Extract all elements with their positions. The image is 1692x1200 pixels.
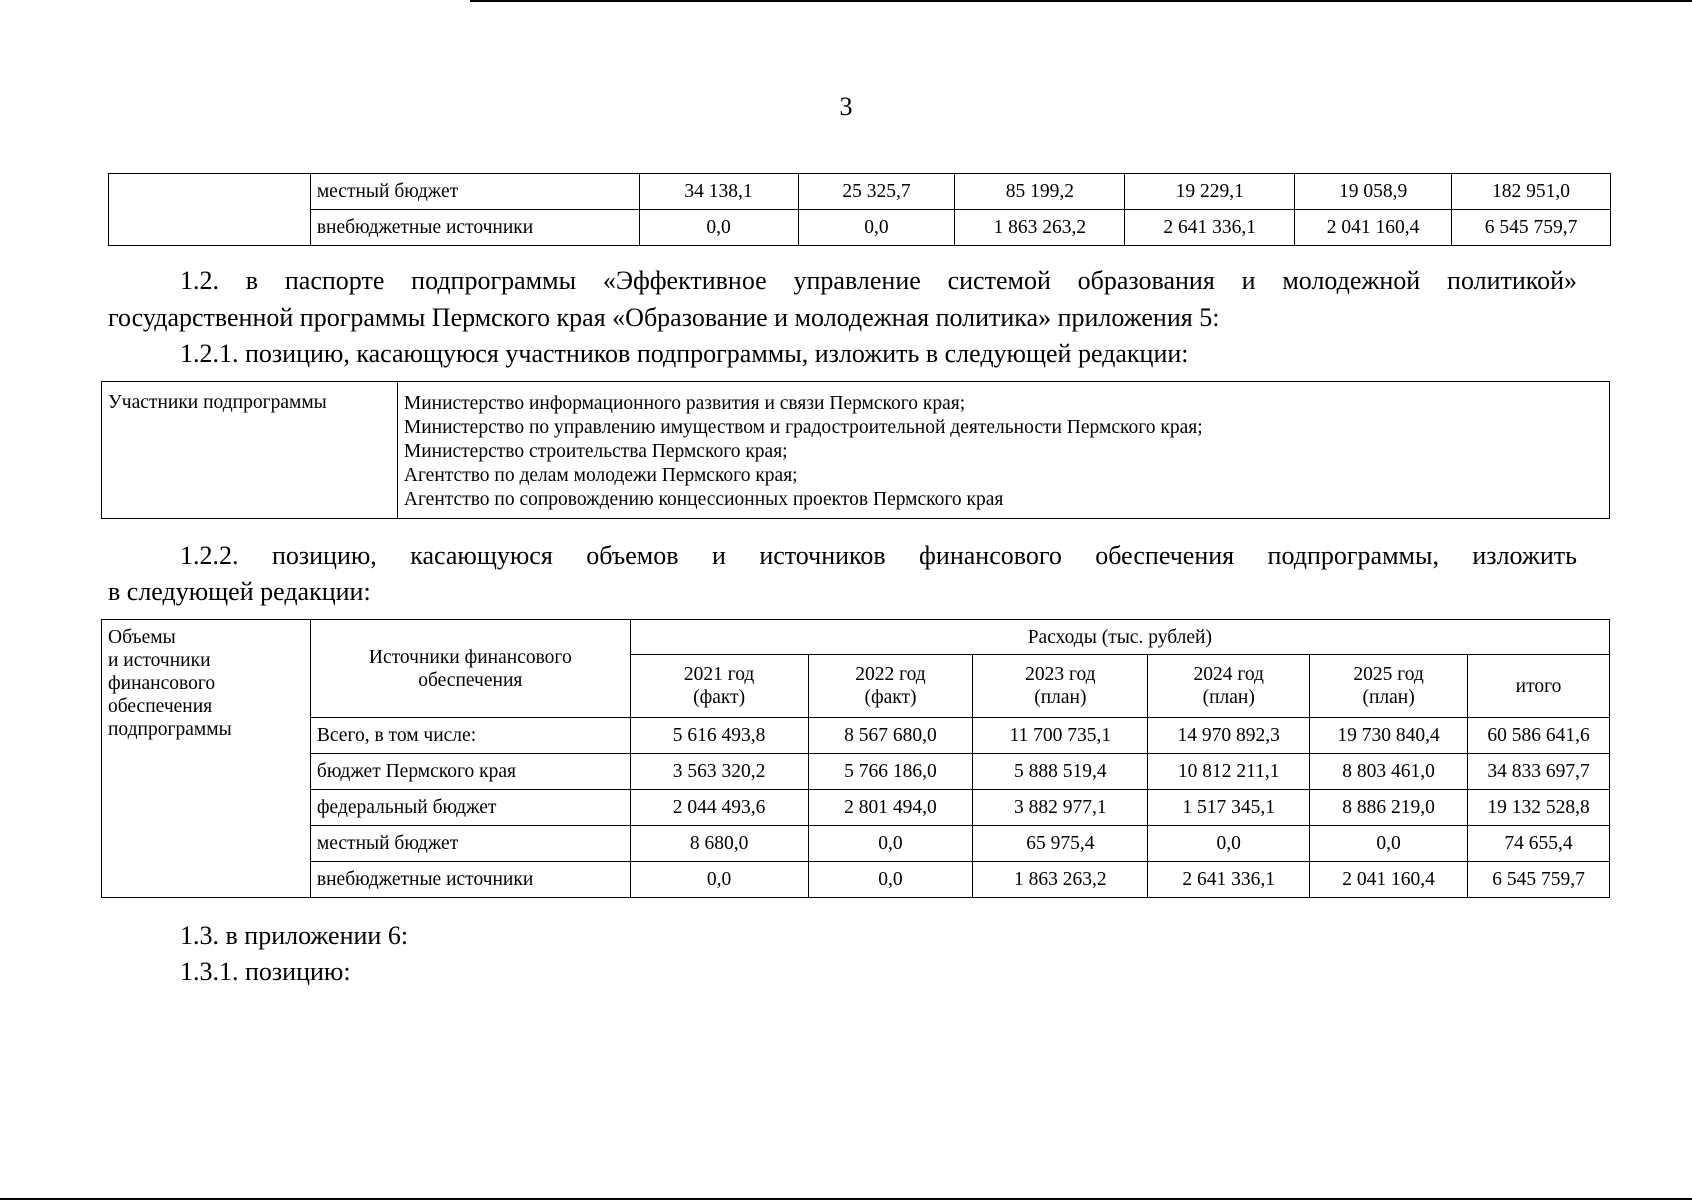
paragraph-1-2-line2: государственной программы Пермского края «Образование и молодежная политика» приложения 5: — [108, 303, 1220, 332]
value-cell: 5 616 493,8 — [630, 718, 808, 754]
table-row — [102, 718, 1610, 754]
value-cell: 1 517 345,1 — [1148, 790, 1310, 826]
value-cell: 11 700 735,1 — [973, 718, 1148, 754]
list-item: Агентство по сопровождению концессионных проектов Пермского края — [403, 489, 1004, 510]
row-label-line: финансового — [108, 673, 216, 694]
value-cell: 8 567 680,0 — [808, 718, 973, 754]
year-label: 2023 год — [1025, 664, 1096, 685]
row-label-line: подпрограммы — [108, 719, 232, 740]
value-cell: 34 138,1 — [639, 174, 798, 210]
page-number: 3 — [839, 92, 853, 121]
table-row — [102, 382, 1610, 519]
value-cell: 34 833 697,7 — [1468, 754, 1610, 790]
sources-header-line: обеспечения — [418, 669, 523, 691]
source-label: Всего, в том числе: — [310, 718, 630, 754]
row-label-line: обеспечения — [108, 696, 213, 717]
year-header — [808, 655, 973, 718]
table-row — [109, 174, 1611, 210]
source-label: бюджет Пермского края — [310, 754, 630, 790]
scan-top-edge — [470, 0, 1692, 2]
value-cell: 10 812 211,1 — [1148, 754, 1310, 790]
value-cell: 0,0 — [639, 210, 798, 246]
year-header — [1310, 655, 1468, 718]
value-cell: 2 041 160,4 — [1310, 862, 1468, 898]
value-cell: 8 886 219,0 — [1310, 790, 1468, 826]
value-cell: 3 882 977,1 — [973, 790, 1148, 826]
list-item: Министерство по управлению имуществом и градостроительной деятельности Пермского края; — [403, 417, 1203, 438]
year-header — [1148, 655, 1310, 718]
value-cell: 65 975,4 — [973, 826, 1148, 862]
year-label: 2021 год — [683, 664, 755, 685]
sources-header-line: Источники финансового — [368, 646, 572, 668]
value-cell: 2 801 494,0 — [808, 790, 973, 826]
empty-cell — [109, 174, 311, 246]
paragraph-1-3-1: 1.3.1. позицию: — [180, 957, 351, 986]
value-cell: 19 730 840,4 — [1310, 718, 1468, 754]
value-cell: 2 044 493,6 — [630, 790, 808, 826]
total-header: итого — [1468, 655, 1610, 718]
list-item: Агентство по делам молодежи Пермского края; — [403, 465, 798, 486]
paragraph-1-3: 1.3. в приложении 6: — [180, 921, 409, 950]
value-cell: 1 863 263,2 — [955, 210, 1125, 246]
value-cell: 14 970 892,3 — [1148, 718, 1310, 754]
value-cell: 0,0 — [630, 862, 808, 898]
value-cell: 6 545 759,7 — [1468, 862, 1610, 898]
table-row — [102, 754, 1610, 790]
value-cell: 6 545 759,7 — [1452, 210, 1611, 246]
row-label-cell — [102, 620, 311, 898]
row-label-line: и источники — [108, 650, 211, 671]
year-kind: (факт) — [693, 687, 746, 708]
year-kind: (факт) — [864, 687, 917, 708]
paragraph-1-2-line1: 1.2. в паспорте подпрограммы «Эффективное управление системой образования и молодежной политикой» — [180, 266, 1577, 295]
value-cell: 25 325,7 — [798, 174, 955, 210]
year-label: 2022 год — [855, 664, 926, 685]
source-label: внебюджетные источники — [310, 862, 630, 898]
source-label: местный бюджет — [310, 826, 630, 862]
participants-list — [397, 382, 1609, 519]
value-cell: 2 041 160,4 — [1295, 210, 1452, 246]
value-cell: 85 199,2 — [955, 174, 1125, 210]
value-cell: 0,0 — [1148, 826, 1310, 862]
expenses-header: Расходы (тыс. рублей) — [630, 620, 1609, 655]
value-cell: 0,0 — [808, 826, 973, 862]
value-cell: 19 132 528,8 — [1468, 790, 1610, 826]
source-label: внебюджетные источники — [310, 210, 639, 246]
list-item: Министерство строительства Пермского края; — [403, 441, 788, 462]
paragraph-1-2-1: 1.2.1. позицию, касающуюся участников подпрограммы, изложить в следующей редакции: — [180, 339, 1189, 368]
year-kind: (план) — [1034, 687, 1087, 708]
continuation-table — [108, 173, 1611, 246]
table-row — [102, 862, 1610, 898]
table-row — [109, 210, 1611, 246]
year-header — [973, 655, 1148, 718]
row-label-line: Объемы — [108, 627, 176, 648]
year-kind: (план) — [1362, 687, 1415, 708]
value-cell: 0,0 — [1310, 826, 1468, 862]
table-header-row — [102, 620, 1610, 655]
year-header — [630, 655, 808, 718]
year-kind: (план) — [1202, 687, 1255, 708]
finance-table — [101, 619, 1610, 898]
participants-table — [101, 381, 1610, 519]
value-cell: 19 058,9 — [1295, 174, 1452, 210]
value-cell: 19 229,1 — [1125, 174, 1295, 210]
value-cell: 5 888 519,4 — [973, 754, 1148, 790]
value-cell: 5 766 186,0 — [808, 754, 973, 790]
value-cell: 74 655,4 — [1468, 826, 1610, 862]
paragraph-1-2-2-line1: 1.2.2. позицию, касающуюся объемов и источников финансового обеспечения подпрограммы, изложить — [180, 541, 1577, 570]
table-row — [102, 790, 1610, 826]
year-label: 2025 год — [1353, 664, 1424, 685]
value-cell: 8 803 461,0 — [1310, 754, 1468, 790]
participants-label: Участники подпрограммы — [102, 382, 398, 519]
list-item: Министерство информационного развития и связи Пермского края; — [403, 393, 966, 414]
table-row — [102, 826, 1610, 862]
value-cell: 3 563 320,2 — [630, 754, 808, 790]
value-cell: 2 641 336,1 — [1125, 210, 1295, 246]
value-cell: 0,0 — [808, 862, 973, 898]
year-label: 2024 год — [1193, 664, 1264, 685]
value-cell: 182 951,0 — [1452, 174, 1611, 210]
value-cell: 0,0 — [798, 210, 955, 246]
paragraph-1-2-2-line2: в следующей редакции: — [108, 577, 371, 606]
value-cell: 60 586 641,6 — [1468, 718, 1610, 754]
value-cell: 2 641 336,1 — [1148, 862, 1310, 898]
source-label: федеральный бюджет — [310, 790, 630, 826]
source-label: местный бюджет — [310, 174, 639, 210]
value-cell: 8 680,0 — [630, 826, 808, 862]
sources-header — [310, 620, 630, 718]
value-cell: 1 863 263,2 — [973, 862, 1148, 898]
